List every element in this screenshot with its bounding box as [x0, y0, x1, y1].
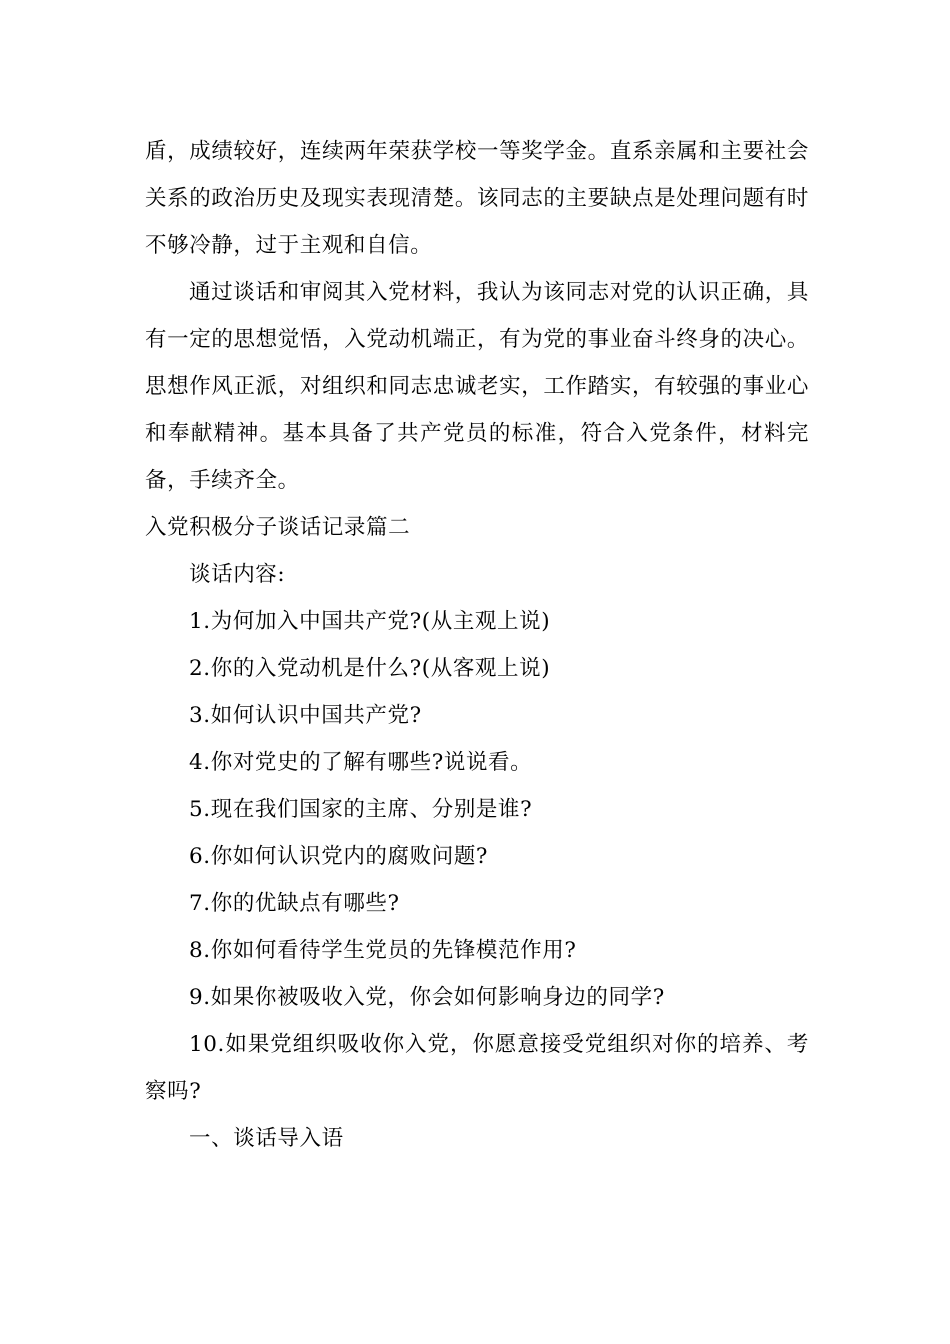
question-item: 7.你的优缺点有哪些?	[189, 891, 400, 916]
question-item: 3.如何认识中国共产党?	[189, 703, 422, 728]
question-item: 10.如果党组织吸收你入党，你愿意接受党组织对你的培养、考察吗?	[145, 1032, 809, 1104]
question-item: 4.你对党史的了解有哪些?说说看。	[189, 750, 533, 775]
question-item: 2.你的入党动机是什么?(从客观上说)	[189, 656, 551, 681]
talk-content-label: 谈话内容:	[189, 562, 286, 587]
section-title: 入党积极分子谈话记录篇二	[145, 515, 411, 540]
subheading-talk-intro: 一、谈话导入语	[189, 1126, 344, 1151]
question-item: 1.为何加入中国共产党?(从主观上说)	[189, 609, 551, 634]
paragraph-conclusion: 通过谈话和审阅其入党材料，我认为该同志对党的认识正确，具有一定的思想觉悟，入党动机端正，有为党的事业奋斗终身的决心。思想作风正派，对组织和同志忠诚老实，工作踏实，有较强的事业心和奉献精神。基本具备了共产党员的标准，符合入党条件，材料完备，手续齐全。	[145, 280, 809, 493]
question-item: 9.如果你被吸收入党，你会如何影响身边的同学?	[189, 985, 665, 1010]
document-body	[145, 128, 809, 1162]
question-item: 5.现在我们国家的主席、分别是谁?	[189, 797, 533, 822]
question-item: 8.你如何看待学生党员的先锋模范作用?	[189, 938, 577, 963]
question-item: 6.你如何认识党内的腐败问题?	[189, 844, 489, 869]
paragraph-evaluation-continued: 盾，成绩较好，连续两年荣获学校一等奖学金。直系亲属和主要社会关系的政治历史及现实表现清楚。该同志的主要缺点是处理问题有时不够冷静，过于主观和自信。	[145, 139, 809, 258]
